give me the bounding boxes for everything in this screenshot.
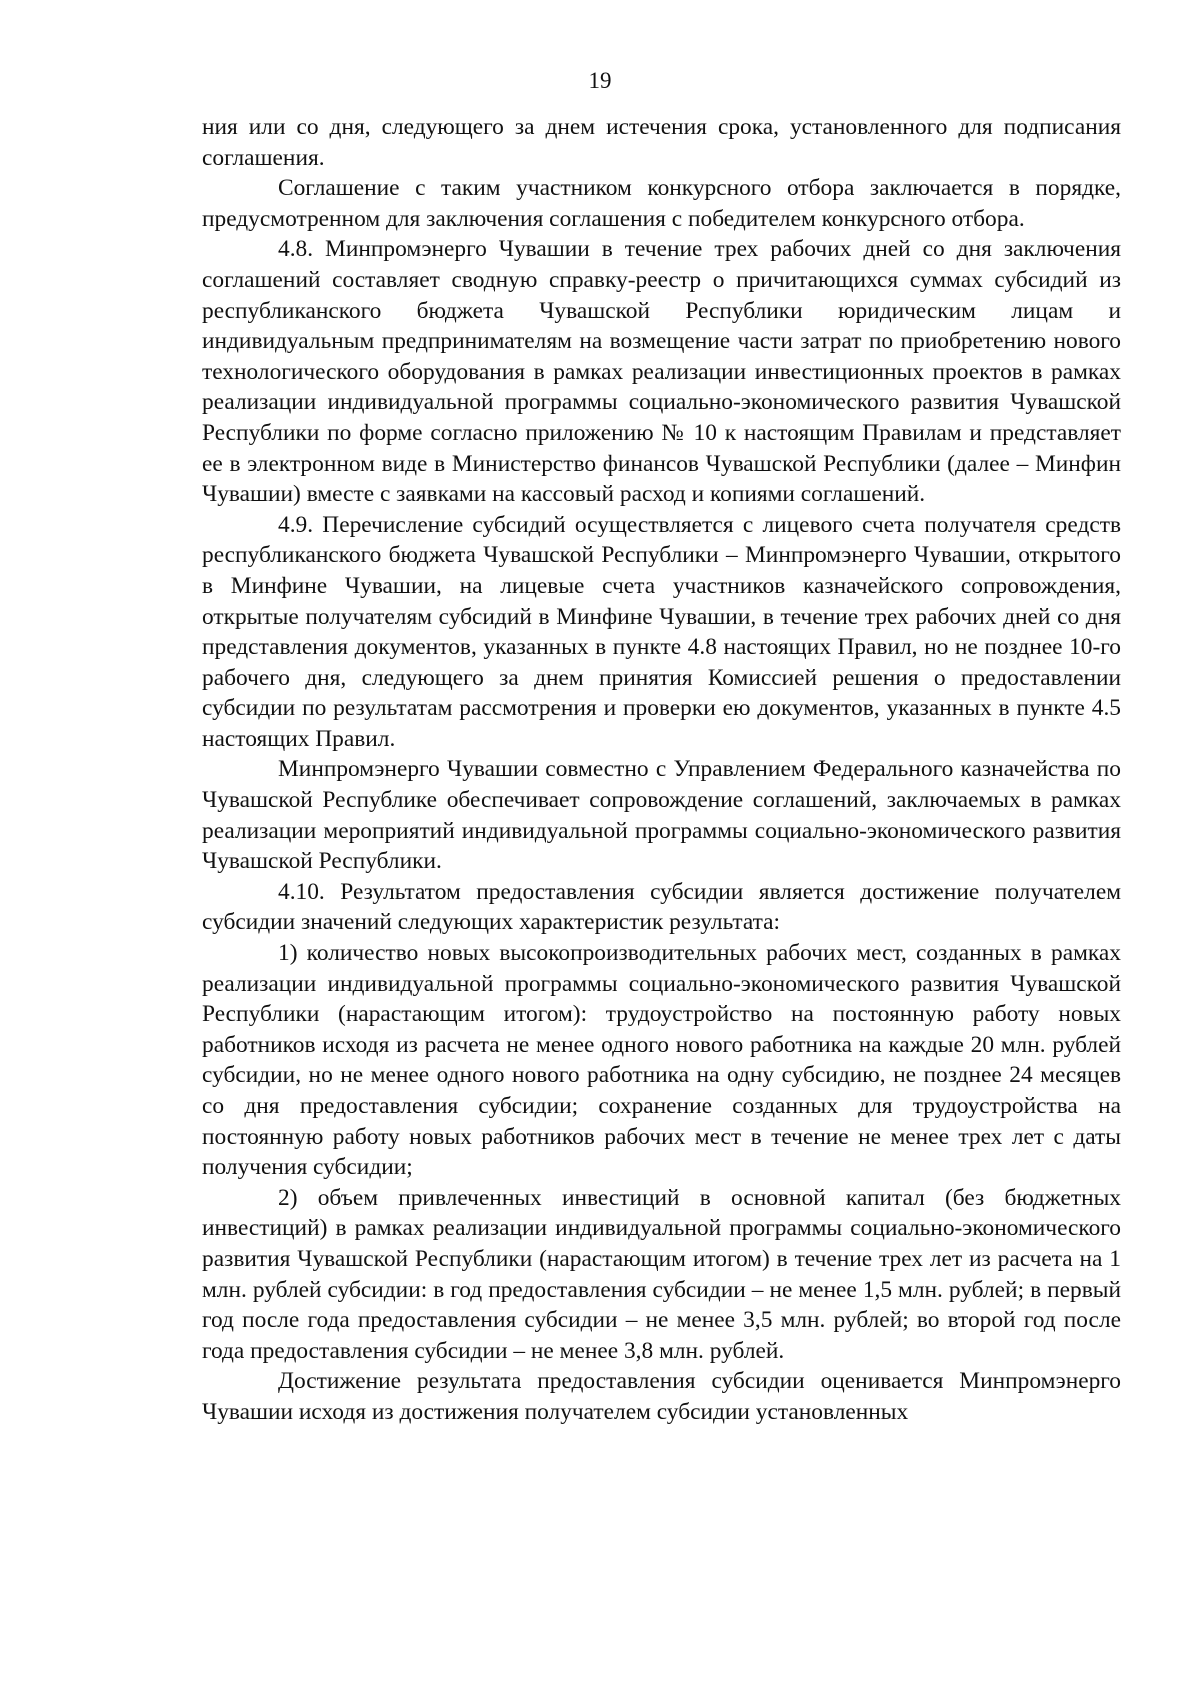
paragraph-result-assessment: Достижение результата предоставления субсидии оценивается Минпромэнерго Чувашии исходя из достижения получателем субсидии установленных (202, 1368, 1121, 1425)
paragraph-clause-4-8: 4.8. Минпромэнерго Чувашии в течение трех рабочих дней со дня заключения соглашений составляет сводную справку-реестр о причитающихся суммах субсидий из республиканского бюджета Чувашской Республики юридическим лицам и индивидуальным предпринимателям на возмещение части затрат по приобретению нового технологического оборудования в рамках реализации инвестиционных проектов в рамках реализации индивидуальной программы социально-экономического развития Чувашской Республики по форме согласно приложению № 10 к настоящим Правилам и представляет ее в электронном виде в Министерство финансов Чувашской Республики (далее – Минфин Чувашии) вместе с заявками на кассовый расход и копиями соглашений. (202, 236, 1121, 508)
list-item-1: 1) количество новых высокопроизводительных рабочих мест, созданных в рамках реализации индивидуальной программы социально-экономического развития Чувашской Республики (нарастающим итогом): трудоустройство на постоянную работу новых работников исходя из расчета не менее одного нового работника на каждые 20 млн. рублей субсидии, но не менее одного нового работника на одну субсидию, не позднее 24 месяцев со дня предоставления субсидии; сохранение созданных для трудоустройства на постоянную работу новых работников рабочих мест в течение не менее трех лет с даты получения субсидии; (202, 940, 1121, 1181)
document-body (202, 112, 1121, 1428)
paragraph-treasury-support: Минпромэнерго Чувашии совместно с Управлением Федерального казначейства по Чувашской Республике обеспечивает сопровождение соглашений, заключаемых в рамках реализации мероприятий индивидуальной программы социально-экономического развития Чувашской Республики. (202, 756, 1121, 875)
page-number: 19 (588, 68, 612, 93)
paragraph-clause-4-9: 4.9. Перечисление субсидий осуществляется с лицевого счета получателя средств республиканского бюджета Чувашской Республики – Минпромэнерго Чувашии, открытого в Минфине Чувашии, на лицевые счета участников казначейского сопровождения, открытые получателям субсидий в Минфине Чувашии, в течение трех рабочих дней со дня представления документов, указанных в пункте 4.8 настоящих Правил, но не позднее 10-го рабочего дня, следующего за днем принятия Комиссией решения о предоставлении субсидии по результатам рассмотрения и проверки ею документов, указанных в пункте 4.5 настоящих Правил. (202, 511, 1121, 752)
paragraph-clause-4-10: 4.10. Результатом предоставления субсидии является достижение получателем субсидии значений следующих характеристик результата: (202, 878, 1121, 936)
paragraph-continuation: ния или со дня, следующего за днем истечения срока, установленного для подписания соглашения. (202, 114, 1121, 171)
paragraph-agreement-order: Соглашение с таким участником конкурсного отбора заключается в порядке, предусмотренном для заключения соглашения с победителем конкурсного отбора. (202, 175, 1121, 232)
list-item-2: 2) объем привлеченных инвестиций в основной капитал (без бюджетных инвестиций) в рамках реализации индивидуальной программы социально-экономического развития Чувашской Республики (нарастающим итогом) в течение трех лет из расчета на 1 млн. рублей субсидии: в год предоставления субсидии – не менее 1,5 млн. рублей; в первый год после года предоставления субсидии – не менее 3,5 млн. рублей; во второй год после года предоставления субсидии – не менее 3,8 млн. рублей. (202, 1184, 1121, 1364)
